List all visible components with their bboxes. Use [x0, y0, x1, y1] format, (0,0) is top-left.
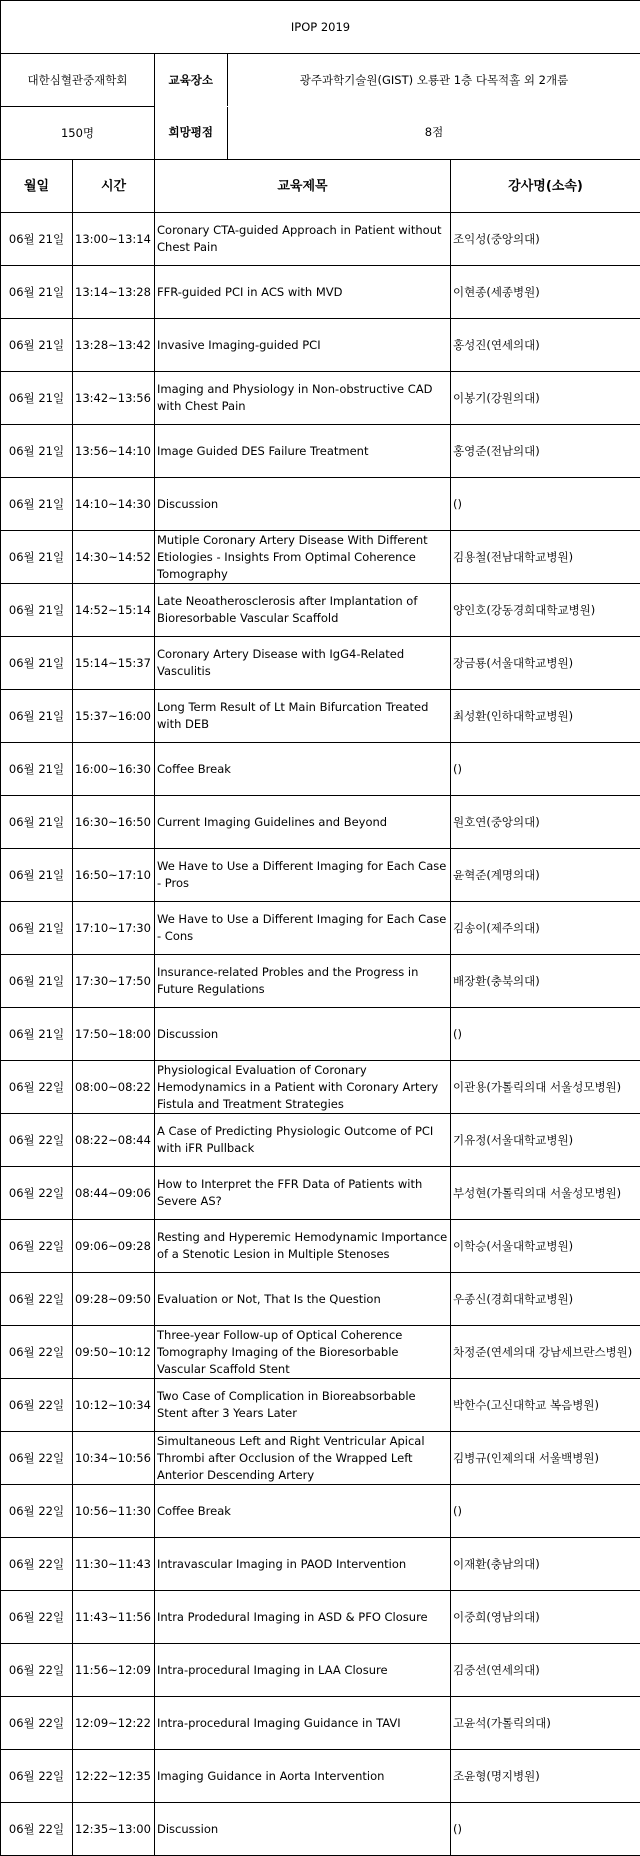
session-date: 06월 22일	[1, 1750, 73, 1803]
session-date: 06월 21일	[1, 531, 73, 584]
table-row	[1, 1008, 640, 1061]
session-time: 12:35~13:00	[73, 1803, 155, 1856]
session-time: 13:42~13:56	[73, 372, 155, 425]
session-topic: Insurance-related Probles and the Progress in Future Regulations	[155, 955, 451, 1008]
session-topic: Intra-procedural Imaging Guidance in TAVI	[155, 1697, 451, 1750]
column-header-row	[1, 160, 640, 213]
session-time: 13:14~13:28	[73, 266, 155, 319]
venue-row	[1, 54, 640, 107]
table-row	[1, 1220, 640, 1273]
session-date: 06월 22일	[1, 1538, 73, 1591]
table-row	[1, 266, 640, 319]
session-speaker: ()	[451, 1008, 640, 1061]
session-date: 06월 21일	[1, 319, 73, 372]
session-speaker: 홍성진(연세의대)	[451, 319, 640, 372]
session-date: 06월 21일	[1, 690, 73, 743]
session-speaker: 박한수(고신대학교 복음병원)	[451, 1379, 640, 1432]
table-row	[1, 1114, 640, 1167]
session-topic: Imaging and Physiology in Non-obstructive CAD with Chest Pain	[155, 372, 451, 425]
col-header-date: 월일	[1, 160, 73, 213]
session-topic: Discussion	[155, 1803, 451, 1856]
session-date: 06월 21일	[1, 372, 73, 425]
session-topic: We Have to Use a Different Imaging for Each Case - Cons	[155, 902, 451, 955]
session-topic: Coffee Break	[155, 743, 451, 796]
session-date: 06월 21일	[1, 743, 73, 796]
session-speaker: 이봉기(강원의대)	[451, 372, 640, 425]
session-time: 10:12~10:34	[73, 1379, 155, 1432]
table-row	[1, 1326, 640, 1379]
session-date: 06월 22일	[1, 1803, 73, 1856]
session-time: 08:00~08:22	[73, 1061, 155, 1114]
session-topic: We Have to Use a Different Imaging for Each Case - Pros	[155, 849, 451, 902]
session-topic: Discussion	[155, 478, 451, 531]
session-time: 16:50~17:10	[73, 849, 155, 902]
table-row	[1, 1167, 640, 1220]
session-time: 17:50~18:00	[73, 1008, 155, 1061]
session-speaker: 고윤석(가톨릭의대)	[451, 1697, 640, 1750]
session-speaker: 김용철(전남대학교병원)	[451, 531, 640, 584]
session-topic: FFR-guided PCI in ACS with MVD	[155, 266, 451, 319]
session-date: 06월 22일	[1, 1379, 73, 1432]
session-time: 10:56~11:30	[73, 1485, 155, 1538]
session-topic: Discussion	[155, 1008, 451, 1061]
table-row	[1, 1644, 640, 1697]
organization: 대한심혈관중재학회	[1, 54, 155, 107]
session-speaker: 우종신(경희대학교병원)	[451, 1273, 640, 1326]
session-date: 06월 22일	[1, 1432, 73, 1485]
table-row	[1, 1061, 640, 1114]
capacity-row	[1, 107, 640, 160]
session-time: 09:50~10:12	[73, 1326, 155, 1379]
session-speaker: ()	[451, 743, 640, 796]
session-topic: Coffee Break	[155, 1485, 451, 1538]
title-row	[1, 1, 640, 54]
points-value: 8점	[227, 107, 640, 159]
session-time: 14:10~14:30	[73, 478, 155, 531]
session-speaker: 이현종(세종병원)	[451, 266, 640, 319]
session-date: 06월 22일	[1, 1273, 73, 1326]
points-label: 희망평점	[155, 107, 227, 159]
table-row	[1, 849, 640, 902]
table-row	[1, 372, 640, 425]
session-date: 06월 22일	[1, 1485, 73, 1538]
session-topic: Three-year Follow-up of Optical Coherence Tomography Imaging of the Bioresorbable Vascular Scaffold Stent	[155, 1326, 451, 1379]
session-speaker: ()	[451, 478, 640, 531]
venue-value: 광주과학기술원(GIST) 오룡관 1층 다목적홀 외 2개룸	[227, 54, 640, 106]
table-row	[1, 1591, 640, 1644]
session-topic: Resting and Hyperemic Hemodynamic Importance of a Stenotic Lesion in Multiple Stenoses	[155, 1220, 451, 1273]
session-date: 06월 21일	[1, 1008, 73, 1061]
session-date: 06월 22일	[1, 1326, 73, 1379]
session-speaker: 김송이(제주의대)	[451, 902, 640, 955]
session-date: 06월 21일	[1, 425, 73, 478]
session-speaker: 원호연(중앙의대)	[451, 796, 640, 849]
table-row	[1, 478, 640, 531]
table-row	[1, 1485, 640, 1538]
session-speaker: 이재환(충남의대)	[451, 1538, 640, 1591]
session-speaker: 부성현(가톨릭의대 서울성모병원)	[451, 1167, 640, 1220]
table-row	[1, 1538, 640, 1591]
session-date: 06월 21일	[1, 266, 73, 319]
session-time: 08:22~08:44	[73, 1114, 155, 1167]
session-time: 16:00~16:30	[73, 743, 155, 796]
session-date: 06월 22일	[1, 1114, 73, 1167]
session-speaker: 조윤형(명지병원)	[451, 1750, 640, 1803]
session-time: 13:00~13:14	[73, 213, 155, 266]
session-time: 11:56~12:09	[73, 1644, 155, 1697]
session-speaker: 이학승(서울대학교병원)	[451, 1220, 640, 1273]
table-row	[1, 425, 640, 478]
session-topic: Image Guided DES Failure Treatment	[155, 425, 451, 478]
session-speaker: 이중희(영남의대)	[451, 1591, 640, 1644]
table-row	[1, 1273, 640, 1326]
session-date: 06월 21일	[1, 213, 73, 266]
session-time: 17:10~17:30	[73, 902, 155, 955]
session-topic: Intra-procedural Imaging in LAA Closure	[155, 1644, 451, 1697]
session-topic: Current Imaging Guidelines and Beyond	[155, 796, 451, 849]
col-header-time: 시간	[73, 160, 155, 213]
session-speaker: 배장환(충북의대)	[451, 955, 640, 1008]
session-time: 14:30~14:52	[73, 531, 155, 584]
session-time: 12:22~12:35	[73, 1750, 155, 1803]
table-row	[1, 690, 640, 743]
session-speaker: 기유정(서울대학교병원)	[451, 1114, 640, 1167]
table-row	[1, 1432, 640, 1485]
session-time: 13:28~13:42	[73, 319, 155, 372]
session-topic: Long Term Result of Lt Main Bifurcation Treated with DEB	[155, 690, 451, 743]
session-date: 06월 22일	[1, 1591, 73, 1644]
session-time: 13:56~14:10	[73, 425, 155, 478]
table-row	[1, 531, 640, 584]
session-topic: Coronary CTA-guided Approach in Patient without Chest Pain	[155, 213, 451, 266]
session-time: 10:34~10:56	[73, 1432, 155, 1485]
table-row	[1, 319, 640, 372]
col-header-speaker: 강사명(소속)	[451, 160, 640, 213]
event-title: IPOP 2019	[1, 1, 640, 54]
session-speaker: 이관용(가톨릭의대 서울성모병원)	[451, 1061, 640, 1114]
session-speaker: 장금룡(서울대학교병원)	[451, 637, 640, 690]
session-time: 17:30~17:50	[73, 955, 155, 1008]
session-speaker: 최성환(인하대학교병원)	[451, 690, 640, 743]
session-time: 08:44~09:06	[73, 1167, 155, 1220]
session-topic: Evaluation or Not, That Is the Question	[155, 1273, 451, 1326]
session-time: 09:28~09:50	[73, 1273, 155, 1326]
session-topic: Two Case of Complication in Bioreabsorbable Stent after 3 Years Later	[155, 1379, 451, 1432]
session-date: 06월 22일	[1, 1644, 73, 1697]
session-time: 11:30~11:43	[73, 1538, 155, 1591]
venue-label: 교육장소	[155, 54, 227, 106]
session-date: 06월 21일	[1, 584, 73, 637]
session-date: 06월 21일	[1, 849, 73, 902]
session-speaker: 양인호(강동경희대학교병원)	[451, 584, 640, 637]
session-date: 06월 22일	[1, 1697, 73, 1750]
capacity-value: 150명	[1, 107, 155, 160]
table-row	[1, 955, 640, 1008]
table-row	[1, 1750, 640, 1803]
session-time: 16:30~16:50	[73, 796, 155, 849]
session-topic: Physiological Evaluation of Coronary Hemodynamics in a Patient with Coronary Artery Fistula and Treatment Strategies	[155, 1061, 451, 1114]
table-row	[1, 584, 640, 637]
session-date: 06월 22일	[1, 1220, 73, 1273]
table-row	[1, 902, 640, 955]
session-speaker: 김중선(연세의대)	[451, 1644, 640, 1697]
session-date: 06월 22일	[1, 1061, 73, 1114]
session-speaker: ()	[451, 1803, 640, 1856]
session-time: 09:06~09:28	[73, 1220, 155, 1273]
session-speaker: 차정준(연세의대 강남세브란스병원)	[451, 1326, 640, 1379]
session-time: 11:43~11:56	[73, 1591, 155, 1644]
session-date: 06월 21일	[1, 478, 73, 531]
session-time: 15:14~15:37	[73, 637, 155, 690]
session-speaker: ()	[451, 1485, 640, 1538]
session-topic: Intra Prodedural Imaging in ASD & PFO Closure	[155, 1591, 451, 1644]
table-row	[1, 637, 640, 690]
session-date: 06월 21일	[1, 796, 73, 849]
session-topic: Imaging Guidance in Aorta Intervention	[155, 1750, 451, 1803]
session-date: 06월 21일	[1, 637, 73, 690]
session-speaker: 홍영준(전남의대)	[451, 425, 640, 478]
table-row	[1, 1697, 640, 1750]
session-topic: How to Interpret the FFR Data of Patients with Severe AS?	[155, 1167, 451, 1220]
session-topic: Simultaneous Left and Right Ventricular Apical Thrombi after Occlusion of the Wrapped Left Anterior Descending Artery	[155, 1432, 451, 1485]
col-header-topic: 교육제목	[155, 160, 451, 213]
session-topic: Coronary Artery Disease with IgG4-Related Vasculitis	[155, 637, 451, 690]
session-topic: Mutiple Coronary Artery Disease With Different Etiologies - Insights From Optimal Coherence Tomography	[155, 531, 451, 584]
session-topic: Late Neoatherosclerosis after Implantation of Bioresorbable Vascular Scaffold	[155, 584, 451, 637]
session-time: 14:52~15:14	[73, 584, 155, 637]
session-topic: Intravascular Imaging in PAOD Intervention	[155, 1538, 451, 1591]
table-row	[1, 213, 640, 266]
session-date: 06월 21일	[1, 955, 73, 1008]
session-speaker: 윤혁준(계명의대)	[451, 849, 640, 902]
session-speaker: 조익성(중앙의대)	[451, 213, 640, 266]
session-topic: Invasive Imaging-guided PCI	[155, 319, 451, 372]
table-row	[1, 796, 640, 849]
table-row	[1, 1379, 640, 1432]
session-date: 06월 22일	[1, 1167, 73, 1220]
table-row	[1, 743, 640, 796]
session-time: 12:09~12:22	[73, 1697, 155, 1750]
table-row	[1, 1803, 640, 1856]
session-speaker: 김병규(인제의대 서울백병원)	[451, 1432, 640, 1485]
session-date: 06월 21일	[1, 902, 73, 955]
session-time: 15:37~16:00	[73, 690, 155, 743]
session-topic: A Case of Predicting Physiologic Outcome of PCI with iFR Pullback	[155, 1114, 451, 1167]
